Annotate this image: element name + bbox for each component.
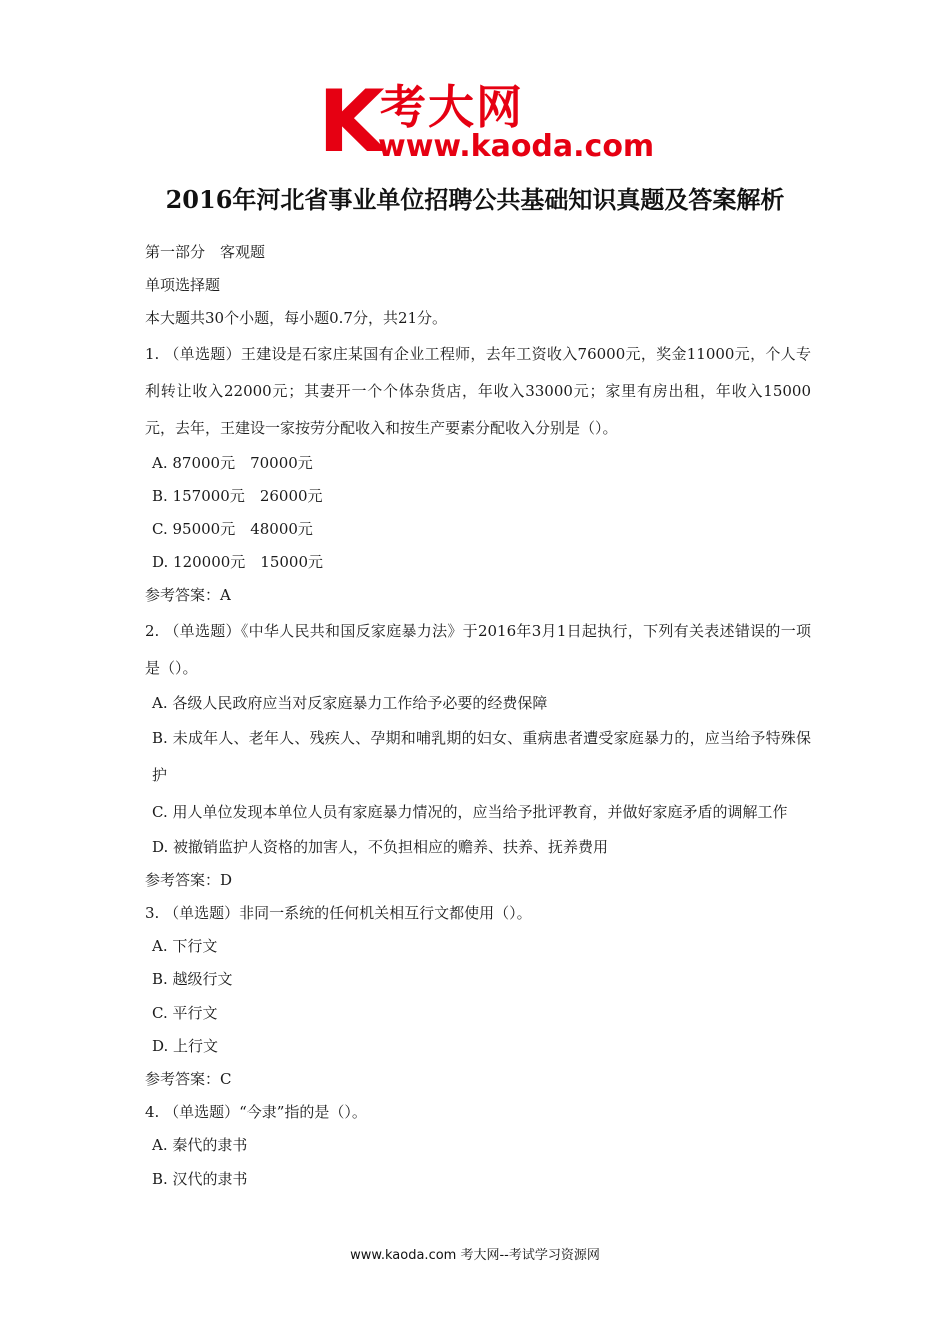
q2-answer: 参考答案：D bbox=[145, 870, 233, 889]
q1-option-c: C. 95000元 48000元 bbox=[152, 519, 313, 538]
logo-k-mark: K bbox=[318, 72, 381, 172]
q1-answer: 参考答案：A bbox=[145, 586, 231, 605]
question-4: 4. （单选题）“今隶”指的是（）。 bbox=[145, 1103, 367, 1122]
q3-answer: 参考答案：C bbox=[145, 1070, 232, 1088]
logo-url: www.kaoda.com bbox=[378, 129, 655, 164]
section-heading: 第一部分 客观题 bbox=[145, 243, 266, 261]
q4-option-b: B. 汉代的隶书 bbox=[152, 1169, 248, 1188]
question-2: 2. （单选题）《中华人民共和国反家庭暴力法》于2016年3月1日起执行，下列有关表述错误的一项是（）。 bbox=[145, 621, 811, 677]
subsection-heading: 单项选择题 bbox=[145, 276, 221, 295]
intro-text: 本大题共30个小题，每小题0.7分，共21分。 bbox=[145, 309, 448, 328]
q2-option-d: D. 被撤销监护人资格的加害人，不负担相应的赡养、扶养、抚养费用 bbox=[152, 837, 609, 856]
q3-option-a: A. 下行文 bbox=[152, 937, 218, 956]
q3-option-b: B. 越级行文 bbox=[152, 970, 233, 989]
logo-name: 考大网 bbox=[380, 80, 524, 134]
q3-option-c: C. 平行文 bbox=[152, 1003, 218, 1022]
q4-option-a: A. 秦代的隶书 bbox=[152, 1136, 248, 1155]
q2-option-b: B. 未成年人、老年人、残疾人、孕期和哺乳期的妇女、重病患者遭受家庭暴力的，应当给予特殊保护 bbox=[152, 728, 811, 784]
q1-option-b: B. 157000元 26000元 bbox=[152, 486, 323, 505]
q1-option-d: D. 120000元 15000元 bbox=[152, 553, 324, 572]
document-body bbox=[145, 236, 811, 1196]
document-title: 2016年河北省事业单位招聘公共基础知识真题及答案解析 bbox=[165, 185, 785, 214]
q2-option-a: A. 各级人民政府应当对反家庭暴力工作给予必要的经费保障 bbox=[152, 693, 548, 712]
kaoda-logo bbox=[318, 72, 655, 172]
q3-option-d: D. 上行文 bbox=[152, 1036, 219, 1055]
question-1: 1. （单选题）王建设是石家庄某国有企业工程师，去年工资收入76000元，奖金11000元，个人专利转让收入22000元；其妻开一个个体杂货店，年收入33000元；家里有房出租，年收入15000元，去年，王建设一家按劳分配收入和按生产要素分配收入分别是（）。 bbox=[145, 344, 811, 437]
q1-option-a: A. 87000元 70000元 bbox=[152, 453, 313, 472]
page-footer: www.kaoda.com 考大网--考试学习资源网 bbox=[350, 1248, 600, 1263]
question-3: 3. （单选题）非同一系统的任何机关相互行文都使用（）。 bbox=[145, 904, 532, 923]
q2-option-c: C. 用人单位发现本单位人员有家庭暴力情况的，应当给予批评教育，并做好家庭矛盾的调解工作 bbox=[152, 802, 788, 821]
